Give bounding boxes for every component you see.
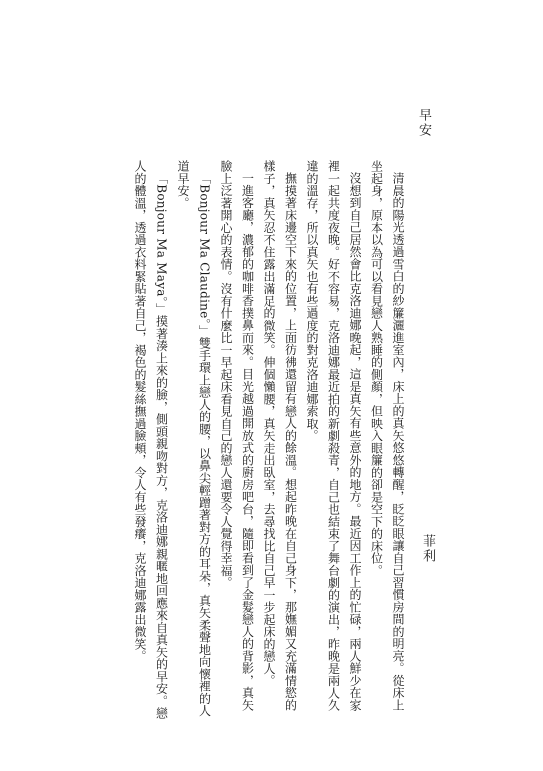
paragraph: 一進客廳，濃郁的咖啡香撲鼻而來。目光越過開放式的廚房吧台，隨即看到了金髮戀人的背影，真矢臉上泛著開心的表情。沒有什麼比一早起床看見自己的戀人還要令人覺得幸福。: [219, 160, 255, 711]
story-title: 早安: [416, 108, 431, 138]
paragraph: 清晨的陽光透過雪白的紗簾灑進室內，床上的真矢悠悠轉醒，眨眨眼讓自己習慣房間的明亮。從床上坐起身，原本以為可以看見戀人熟睡的側顏，但映入眼簾的卻是空下的床位。: [369, 160, 405, 711]
paragraph: 沒想到自己居然會比克洛迪娜晚起，這是真矢有些意外的地方。最近因工作上的忙碌，兩人鮮少在家裡一起共度夜晚。好不容易，克洛迪娜最近拍的新劇殺青，自己也結束了舞台劇的演出，昨晚是兩人久違的溫存，所以真矢也有些過度的對克洛迪娜索取。: [305, 160, 362, 712]
author-name: 菲利: [420, 534, 435, 564]
paragraph: 「Bonjour Ma Maya。」摸著湊上來的臉，側頭親吻對方，克洛迪娜親暱地回應來自真矢的早安。戀人的體溫，透過衣料緊貼著自己，褐色的髮絲撫過臉頰，令人有些發癢，克洛迪娜露出微笑。: [133, 160, 169, 720]
paragraph: 撫摸著床邊空下來的位置，上面彷彿還留有戀人的餘溫。想起昨晚在自己身下，那嫵媚又充滿情慾的樣子，真矢忍不住露出滿足的微笑。伸個懶腰，真矢走出臥室，去尋找比自己早一步起床的戀人。: [262, 160, 298, 711]
story-body: [129, 160, 409, 720]
paragraph: 「Bonjour Ma Claudine。」雙手環上戀人的腰，以鼻尖輕蹭著對方的耳朵，真矢柔聲地向懷裡的人道早安。: [176, 160, 212, 717]
